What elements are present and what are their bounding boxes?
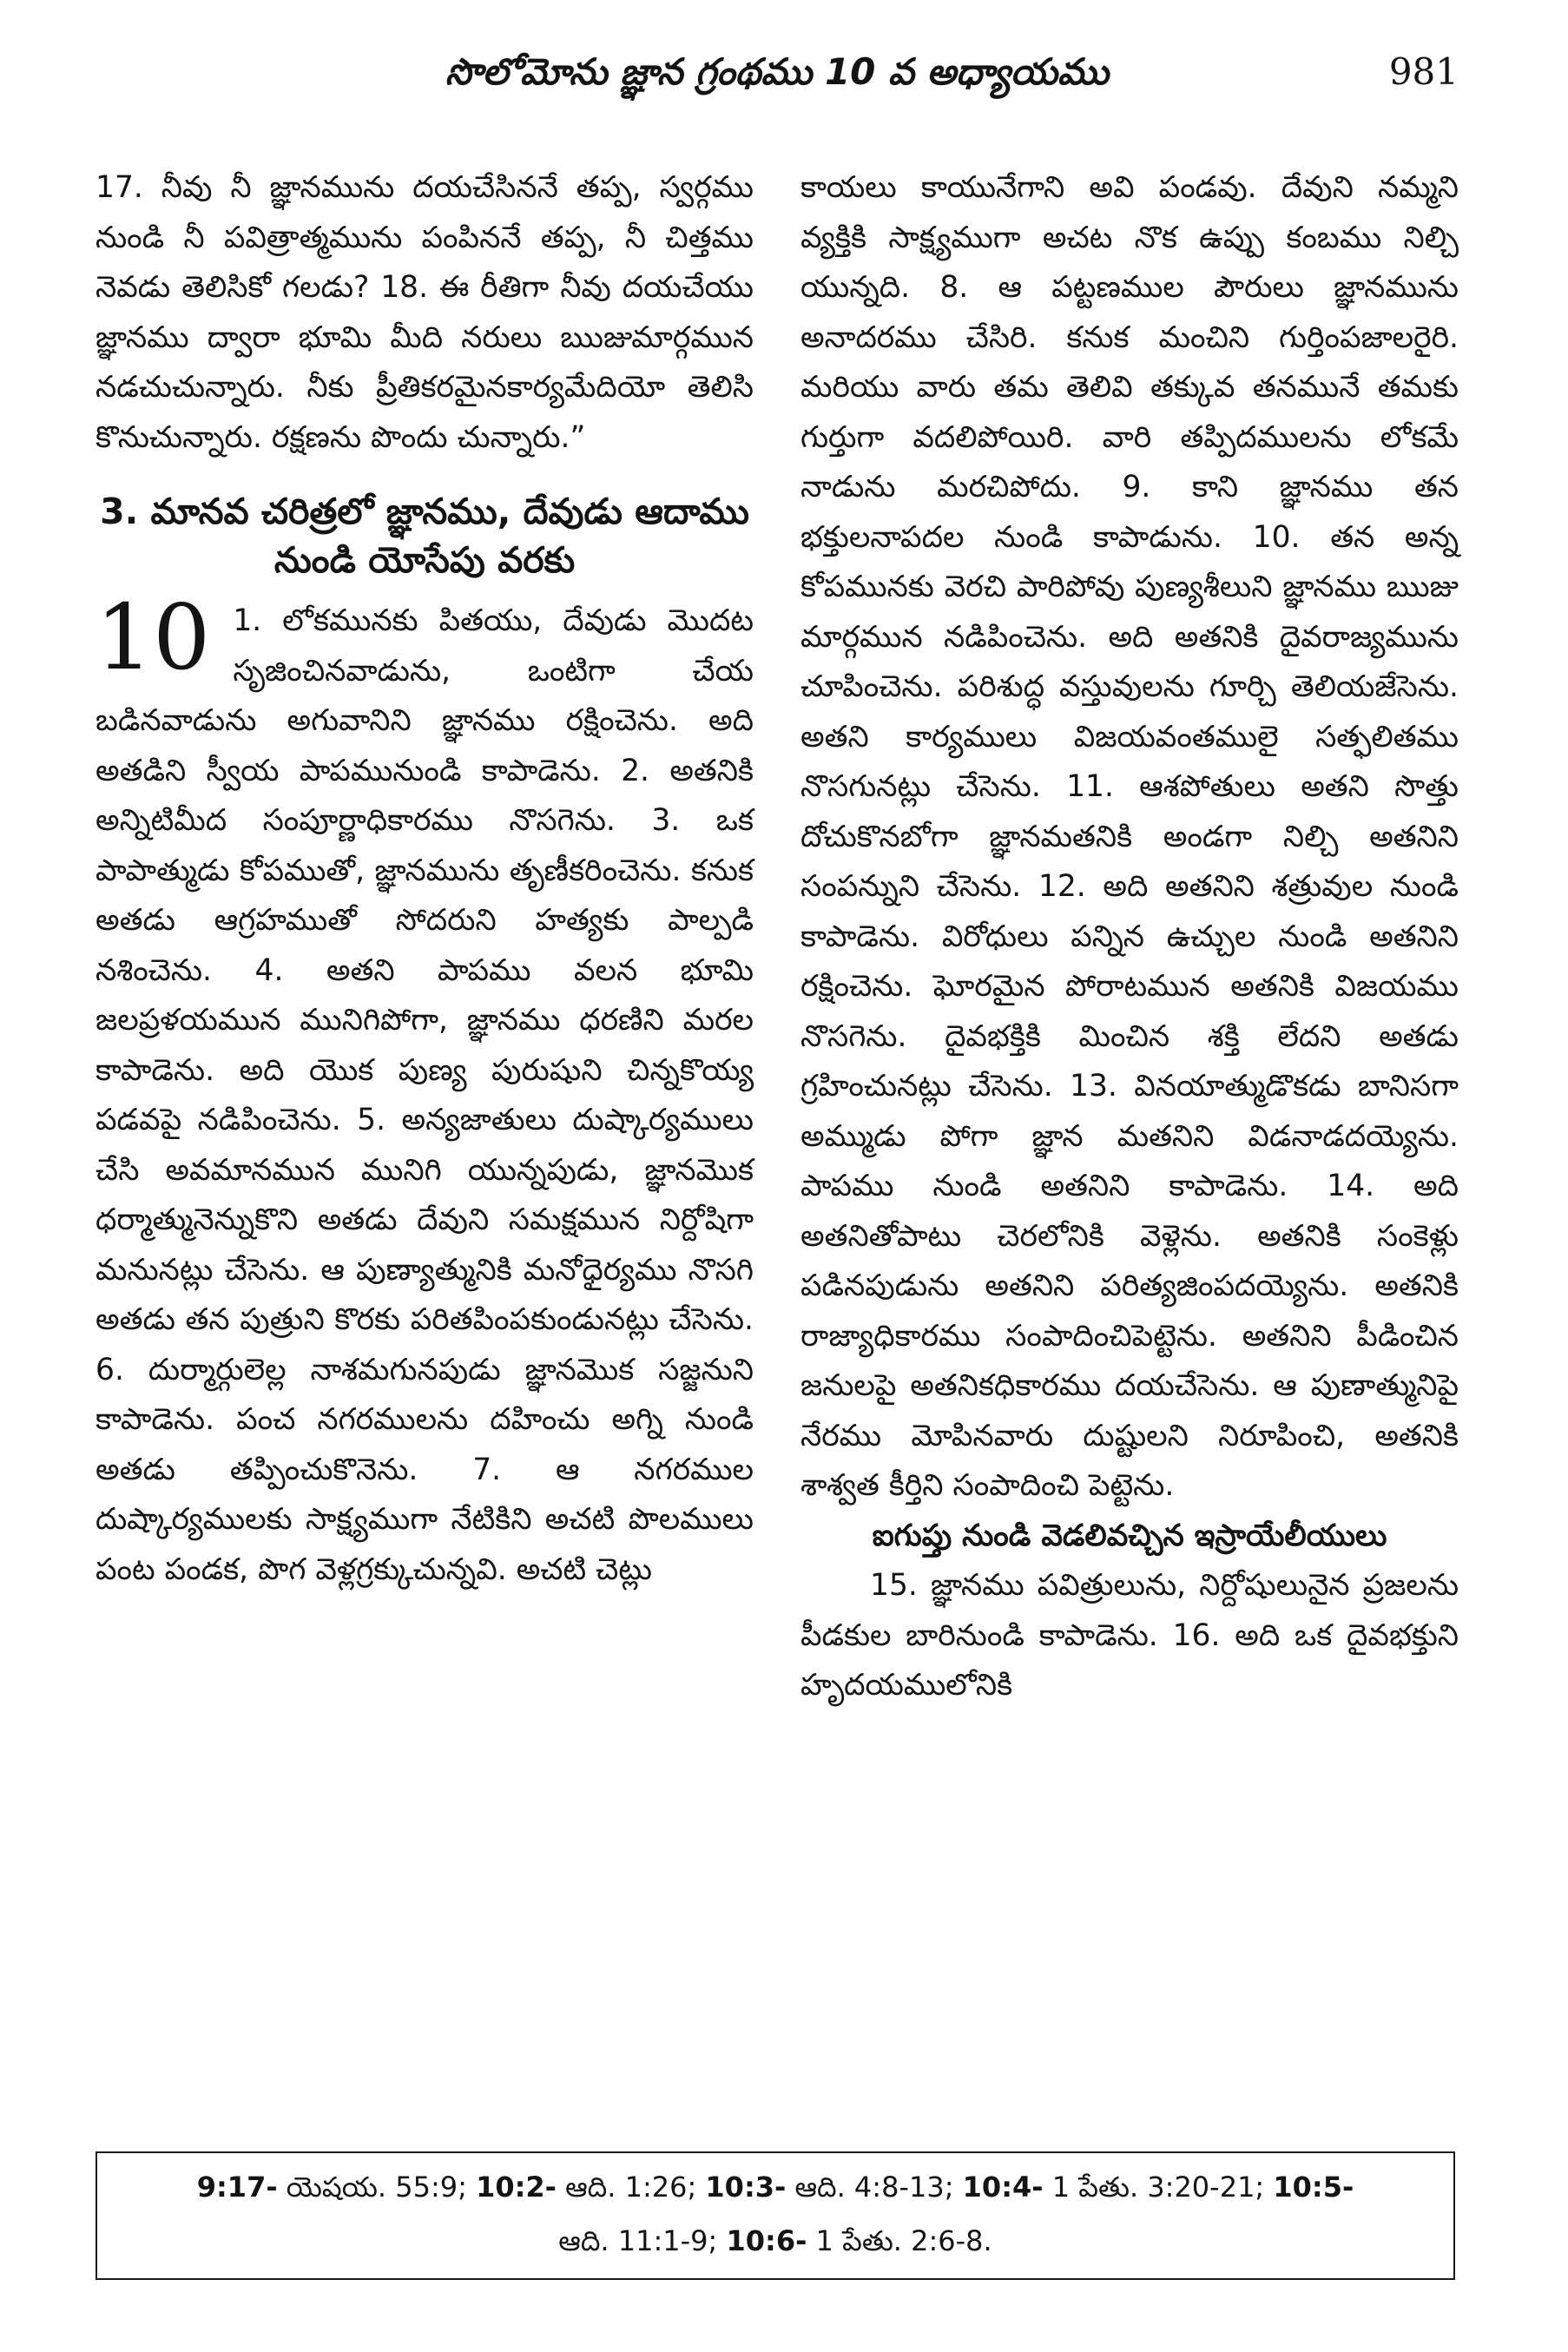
footnote-text: 1 పేతు. 3:20-21; (1043, 2171, 1274, 2204)
footnote-ref: 9:17- (196, 2171, 278, 2204)
chapter-number: 10 (96, 584, 211, 690)
footnote-text: ఆది. 1:26; (556, 2171, 706, 2204)
footnote-ref: 10:5- (1273, 2171, 1354, 2204)
footnote-box (96, 2151, 1455, 2280)
body-paragraph: 17. నీవు నీ జ్ఞానమును దయచేసిననే తప్ప, స్వర్గము నుండి నీ పవిత్రాత్మమును పంపిననే తప్ప, నీ చిత్తము నెవడు తెలిసికో గలడు? 18. ఈ రీతిగా నీవు దయచేయు జ్ఞానము ద్వారా భూమి మీది నరులు ఋజుమార్గమున నడచుచున్నారు. నీకు ప్రీతికరమైనకార్యమేదియో తెలిసి కొనుచున్నారు. రక్షణను పొందు చున్నారు.” (96, 170, 754, 455)
footnote-text: ఆది. 11:1-9; (558, 2224, 727, 2257)
page-number: 981 (1388, 50, 1459, 93)
right-column (800, 163, 1459, 1711)
footnote-ref: 10:3- (705, 2171, 787, 2204)
body-paragraph: 15. జ్ఞానము పవిత్రులును, నిర్దోషులునైన ప్రజలను పీడకుల బారినుండి కాపాడెను. 16. అది ఒక దైవభక్తుని హృదయములోనికి (800, 1568, 1459, 1703)
left-column (96, 163, 754, 1595)
subheading: ఐగుప్తు నుండి వెడలివచ్చిన ఇస్రాయేలీయులు (872, 1518, 1387, 1553)
footnote-text: ఆది. 4:8-13; (786, 2171, 963, 2204)
footnote-ref: 10:6- (726, 2224, 807, 2257)
chapter-start (96, 584, 754, 1595)
section-heading: 3. మానవ చరిత్రలో జ్ఞానము, దేవుడు ఆదాము నుండి యోసేపు వరకు (100, 491, 749, 581)
body-paragraph: కాయలు కాయునేగాని అవి పండవు. దేవుని నమ్మని వ్యక్తికి సాక్ష్యముగా అచట నొక ఉప్పు కంబము నిల్చి యున్నది. 8. ఆ పట్టణముల పౌరులు జ్ఞానమును అనాదరము చేసిరి. కనుక మంచిని గుర్తింపజాలరైరి. మరియు వారు తమ తెలివి తక్కువ తనమునే తమకు గుర్తుగా వదలిపోయిరి. వారి తప్పిదములను లోకమే నాడును మరచిపోదు. 9. కాని జ్ఞానము తన భక్తులనాపదల నుండి కాపాడును. 10. తన అన్న కోపమునకు వెరచి పారిపోవు పుణ్యశీలుని జ్ఞానము ఋజు మార్గమున నడిపించెను. అది అతనికి దైవరాజ్యమును చూపించెను. పరిశుద్ధ వస్తువులను గూర్చి తెలియజేసెను. అతని కార్యములు విజయవంతములై సత్ఫలితము నొసగునట్లు చేసెను. 11. ఆశపోతులు అతని సొత్తు దోచుకొనబోగా జ్ఞానమతనికి అండగా నిల్చి అతనిని సంపన్నుని చేసెను. 12. అది అతనిని శత్రువుల నుండి కాపాడెను. విరోధులు పన్నిన ఉచ్చుల నుండి అతనిని రక్షించెను. ఘోరమైన పోరాటమున అతనికి విజయము నొసగెను. దైవభక్తికి మించిన శక్తి లేదని అతడు గ్రహించునట్లు చేసెను. 13. వినయాత్ముడొకడు బానిసగా అమ్ముడు పోగా జ్ఞాన మతనిని విడనాడదయ్యెను. పాపము నుండి అతనిని కాపాడెను. 14. అది అతనితోపాటు చెరలోనికి వెళ్లెను. అతనికి సంకెళ్లు పడినపుడును అతనిని పరిత్యజింపదయ్యెను. అతనికి రాజ్యాధికారము సంపాదించిపెట్టెను. అతనిని పీడించిన జనులపై అతనికధికారము దయచేసెను. ఆ పుణాత్మునిపై నేరము మోపినవారు దుష్టులని నిరూపించి, అతనికి శాశ్వత కీర్తిని సంపాదించి పెట్టెను. (800, 170, 1459, 1503)
body-paragraph: 1. లోకమునకు పితయు, దేవుడు మొదట సృజించినవాడును, ఒంటిగా చేయ బడినవాడును అగువానిని జ్ఞానము రక్షించెను. అది అతడిని స్వీయ పాపమునుండి కాపాడెను. 2. అతనికి అన్నిటిమీద సంపూర్ణాధికారము నొసగెను. 3. ఒక పాపాత్ముడు కోపముతో, జ్ఞానమును తృణీకరించెను. కనుక అతడు ఆగ్రహముతో సోదరుని హత్యకు పాల్పడి నశించెను. 4. అతని పాపము వలన భూమి జలప్రళయమున మునిగిపోగా, జ్ఞానము ధరణిని మరల కాపాడెను. అది యొక పుణ్య పురుషుని చిన్నకొయ్య పడవపై నడిపించెను. 5. అన్యజాతులు దుష్కార్యములు చేసి అవమానమున మునిగి యున్నపుడు, జ్ఞానమొక ధర్మాత్మునెన్నుకొని అతడు దేవుని సమక్షమున నిర్దోషిగా మనునట్లు చేసెను. ఆ పుణ్యాత్మునికి మనోధైర్యము నొసగి అతడు తన పుత్రుని కొరకు పరితపింపకుండునట్లు చేసెను. 6. దుర్మార్గులెల్ల నాశమగునపుడు జ్ఞానమొక సజ్జనుని కాపాడెను. పంచ నగరములను దహించు అగ్ని నుండి అతడు తప్పించుకొనెను. 7. ఆ నగరముల దుష్కార్యములకు సాక్ష్యముగా నేటికిని అచటి పొలములు పంట పండక, పొగ వెళ్లగ్రక్కుచున్నవి. అచటి చెట్లు (96, 603, 754, 1587)
footnote-ref: 10:4- (962, 2171, 1044, 2204)
page-title: సొలోమోను జ్ఞాన గ్రంథము 10 వ అధ్యాయము (445, 50, 1110, 93)
page-header (96, 42, 1459, 102)
footnote-ref: 10:2- (476, 2171, 557, 2204)
footnote-text: 1 పేతు. 2:6-8. (807, 2224, 992, 2257)
footnote-text: యెషయ. 55:9; (277, 2171, 477, 2204)
